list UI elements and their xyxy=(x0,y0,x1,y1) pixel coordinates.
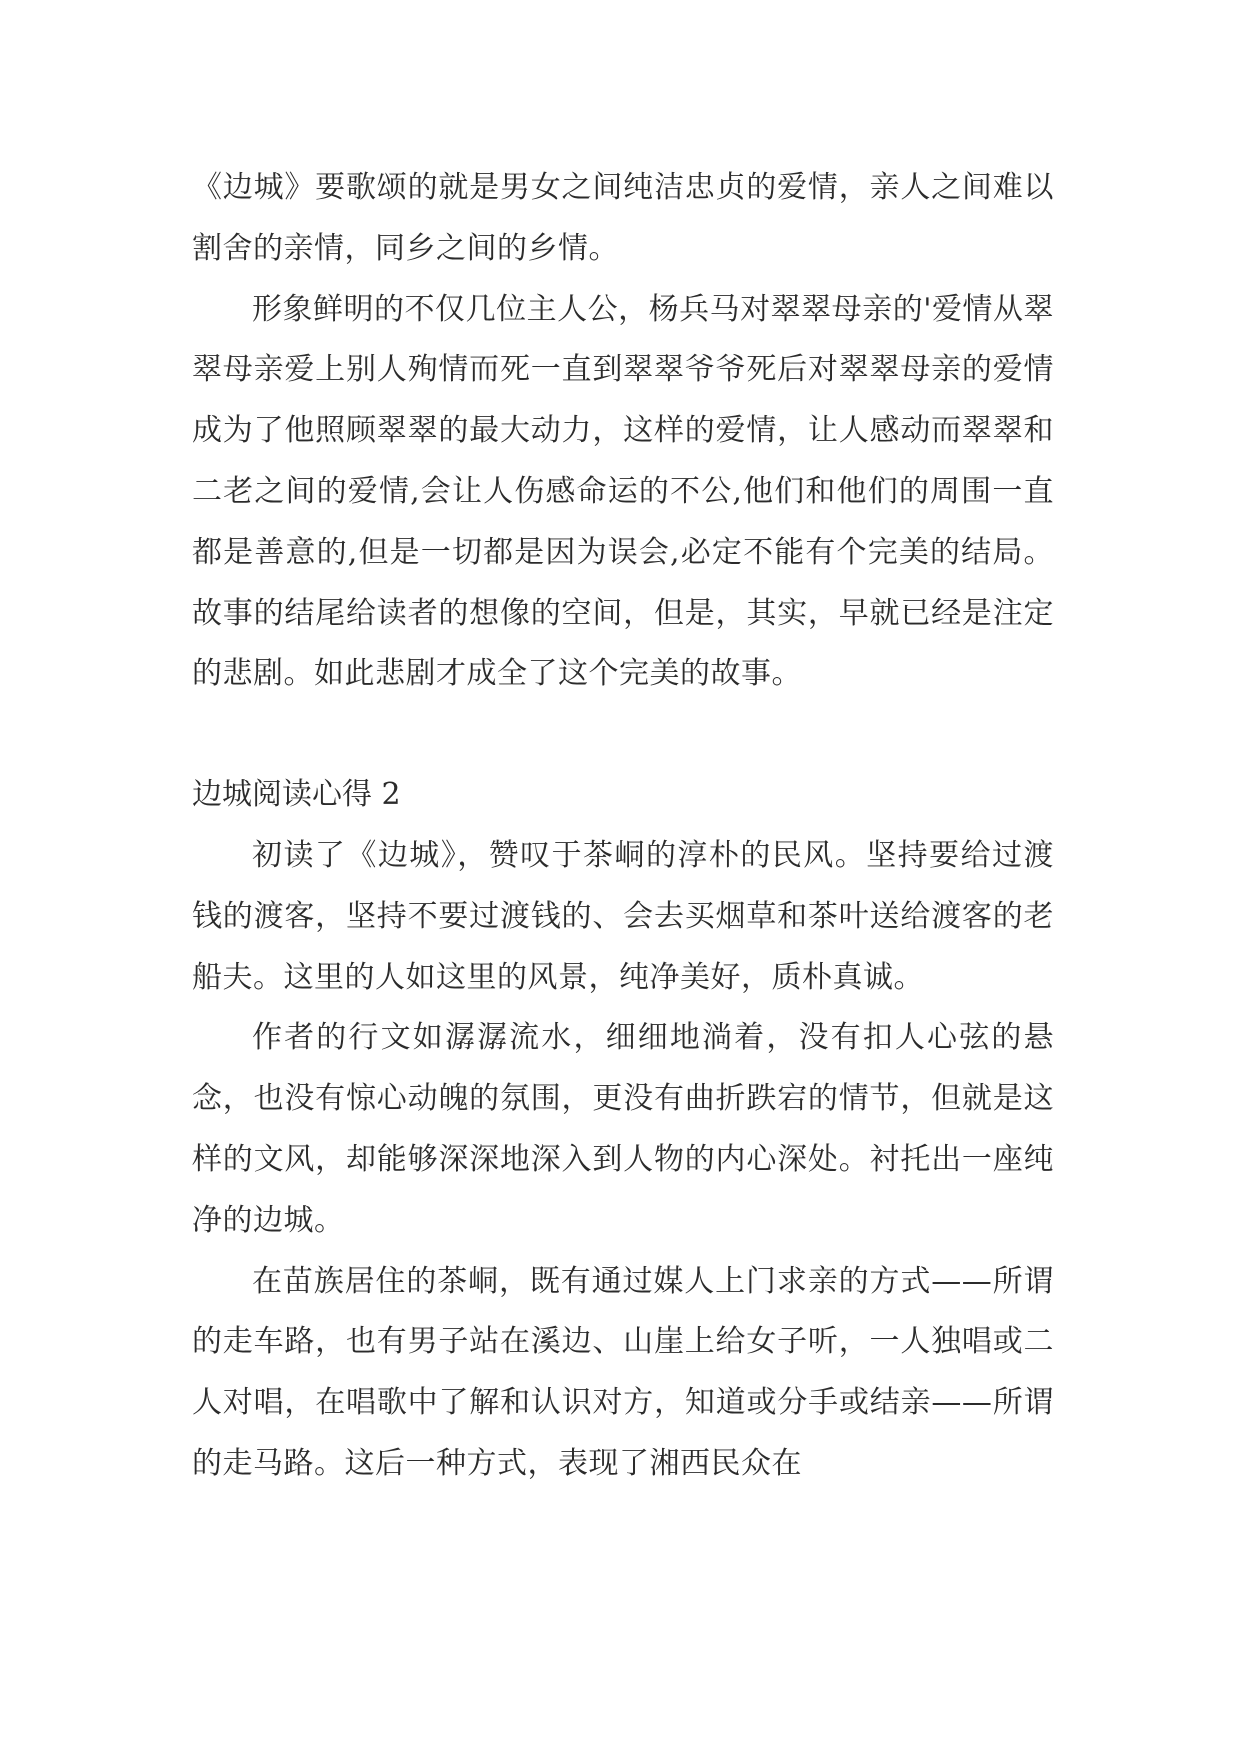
paragraph-characters: 形象鲜明的不仅几位主人公，杨兵马对翠翠母亲的'爱情从翠翠母亲爱上别人殉情而死一直到翠翠爷爷死后对翠翠母亲的爱情成为了他照顾翠翠的最大动力，这样的爱情，让人感动而翠翠和二老之间的爱情,会让人伤感命运的不公,他们和他们的周围一直都是善意的,但是一切都是因为误会,必定不能有个完美的结局。故事的结尾给读者的想像的空间，但是，其实，早就已经是注定的悲剧。如此悲剧才成全了这个完美的故事。 xyxy=(192,291,1054,692)
paragraph-miao-customs: 在苗族居住的茶峒，既有通过媒人上门求亲的方式——所谓的走车路，也有男子站在溪边、山崖上给女子听，一人独唱或二人对唱，在唱歌中了解和认识对方，知道或分手或结亲——所谓的走马路。这后一种方式，表现了湘西民众在 xyxy=(192,1263,1054,1481)
paragraph-intro: 《边城》要歌颂的就是男女之间纯洁忠贞的爱情，亲人之间难以割舍的亲情，同乡之间的乡情。 xyxy=(192,170,1054,266)
document-page xyxy=(192,158,1054,1495)
section-gap xyxy=(192,705,1054,765)
paragraph-writing-style: 作者的行文如潺潺流水，细细地淌着，没有扣人心弦的悬念，也没有惊心动魄的氛围，更没有曲折跌宕的情节，但就是这样的文风，却能够深深地深入到人物的内心深处。衬托出一座纯净的边城。 xyxy=(192,1020,1054,1238)
paragraph-first-reading: 初读了《边城》，赞叹于茶峒的淳朴的民风。坚持要给过渡钱的渡客，坚持不要过渡钱的、会去买烟草和茶叶送给渡客的老船夫。这里的人如这里的风景，纯净美好，质朴真诚。 xyxy=(192,837,1054,995)
section-title: 边城阅读心得 2 xyxy=(192,777,401,813)
